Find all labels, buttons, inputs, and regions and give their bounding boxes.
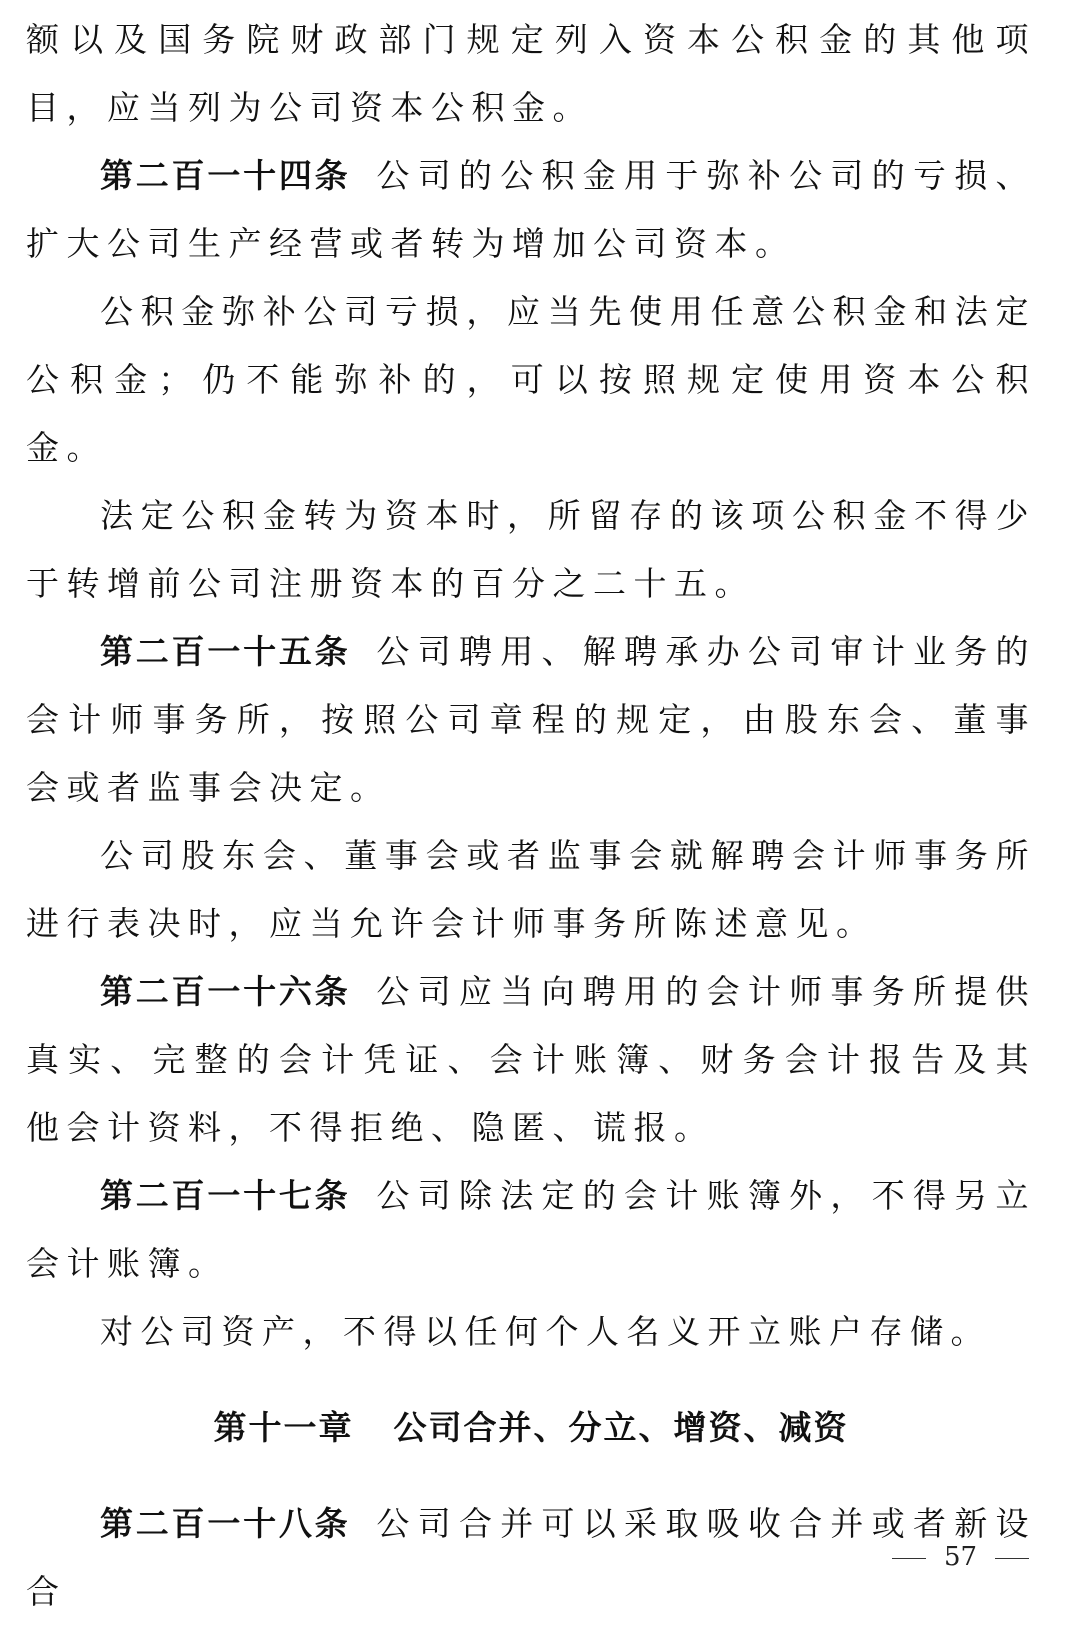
paragraph bbox=[26, 278, 1036, 482]
chapter-title: 公司合并、分立、增资、减资 bbox=[393, 1408, 849, 1447]
article-216 bbox=[26, 958, 1036, 1162]
chapter-number: 第十一章 bbox=[213, 1408, 354, 1447]
paragraph bbox=[26, 482, 1036, 618]
paragraph-text: 公司股东会、董事会或者监事会就解聘会计师事务所进行表决时，应当允许会计师事务所陈述意见。 bbox=[26, 836, 1036, 943]
paragraph-text: 法定公积金转为资本时，所留存的该项公积金不得少于转增前公司注册资本的百分之二十五。 bbox=[26, 496, 1036, 603]
paragraph bbox=[26, 822, 1036, 958]
paragraph-text: 公司聘用、解聘承办公司审计业务的会计师事务所，按照公司章程的规定，由股东会、董事会或者监事会决定。 bbox=[26, 632, 1037, 807]
article-214 bbox=[26, 142, 1036, 278]
paragraph-text: 公司合并可以采取吸收合并或者新设合 bbox=[26, 1504, 1037, 1611]
page-number-footer bbox=[874, 1542, 1047, 1572]
paragraph-text: 对公司资产，不得以任何个人名义开立账户存储。 bbox=[100, 1312, 991, 1351]
article-217 bbox=[26, 1162, 1036, 1298]
chapter-heading bbox=[26, 1394, 1036, 1462]
article-title: 第二百一十八条 bbox=[100, 1504, 351, 1543]
article-title: 第二百一十四条 bbox=[100, 156, 351, 195]
article-215 bbox=[26, 618, 1036, 822]
paragraph-text: 额以及国务院财政部门规定列入资本公积金的其他项目，应当列为公司资本公积金。 bbox=[26, 20, 1036, 127]
document-body bbox=[26, 6, 1036, 1626]
dash-left bbox=[892, 1558, 926, 1559]
paragraph-text: 公司的公积金用于弥补公司的亏损、扩大公司生产经营或者转为增加公司资本。 bbox=[26, 156, 1037, 263]
paragraph-continuation bbox=[26, 6, 1036, 142]
article-title: 第二百一十六条 bbox=[100, 972, 351, 1011]
paragraph-text: 公积金弥补公司亏损，应当先使用任意公积金和法定公积金；仍不能弥补的，可以按照规定使用资本公积金。 bbox=[26, 292, 1036, 467]
dash-right bbox=[995, 1558, 1029, 1559]
article-title: 第二百一十七条 bbox=[100, 1176, 351, 1215]
paragraph bbox=[26, 1298, 1036, 1366]
article-title: 第二百一十五条 bbox=[100, 632, 351, 671]
paragraph-text: 公司除法定的会计账簿外，不得另立会计账簿。 bbox=[26, 1176, 1037, 1283]
paragraph-text: 公司应当向聘用的会计师事务所提供真实、完整的会计凭证、会计账簿、财务会计报告及其他会计资料，不得拒绝、隐匿、谎报。 bbox=[26, 972, 1037, 1147]
page-number: 57 bbox=[944, 1542, 978, 1572]
